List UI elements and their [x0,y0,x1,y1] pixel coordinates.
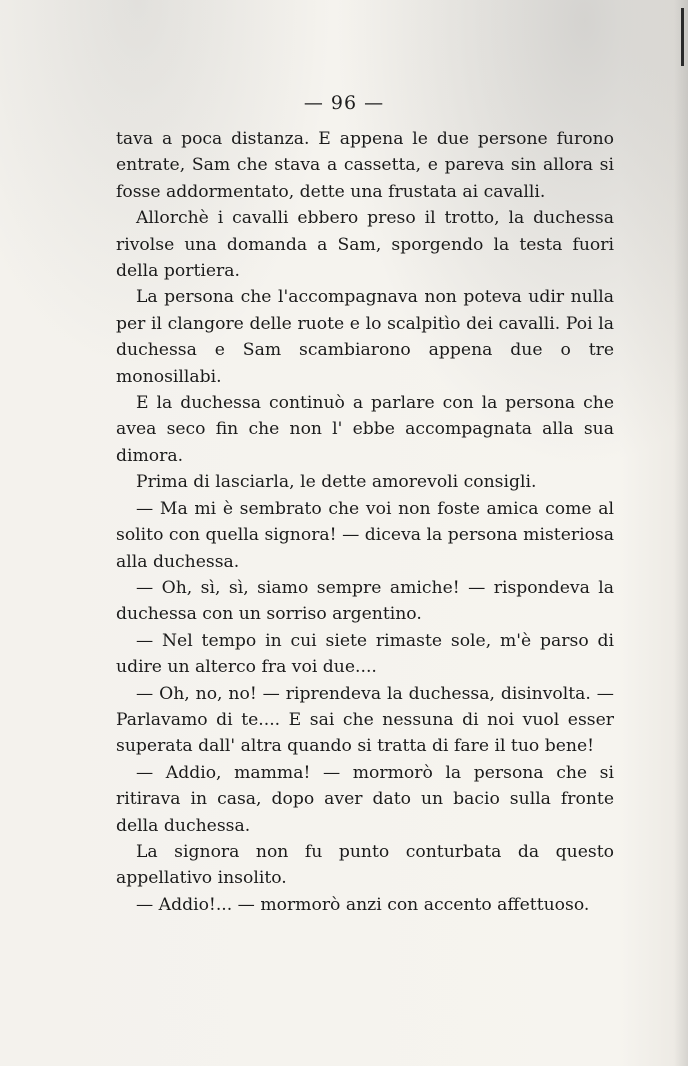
edge-mark [681,8,684,66]
paragraph: E la duchessa continuò a parlare con la persona che avea seco fin che non l' ebbe accompagnata alla sua dimora. [116,393,614,466]
paragraph: — Addio, mamma! — mormorò la persona che si ritirava in casa, dopo aver dato un bacio sulla fronte della duchessa. [116,762,614,836]
paragraph: — Oh, no, no! — riprendeva la duchessa, disinvolta. — Parlavamo di te.... E sai che nessuna di noi vuol esser superata dall' altra quando si tratta di fare il tuo bene! [116,683,614,757]
paragraph: — Addio!... — mormorò anzi con accento affettuoso. [136,894,590,915]
paragraph: Prima di lasciarla, le dette amorevoli consigli. [136,472,537,493]
body-text [116,126,614,918]
paragraph: — Oh, sì, sì, siamo sempre amiche! — rispondeva la duchessa con un sorriso argentino. [116,577,614,625]
page-number: — 96 — [303,92,385,114]
paragraph: — Ma mi è sembrato che voi non foste amica come al solito con quella signora! — diceva la persona misteriosa alla duchessa. [116,498,614,572]
paragraph: La signora non fu punto conturbata da questo appellativo insolito. [116,841,614,889]
paragraph: Allorchè i cavalli ebbero preso il trotto, la duchessa rivolse una domanda a Sam, sporgendo la testa fuori della portiera. [116,208,614,282]
page-edge-shadow [674,0,688,1066]
paragraph: tava a poca distanza. E appena le due persone furono entrate, Sam che stava a cassetta, e pareva sin allora si fosse addormentato, dette una frustata ai cavalli. [116,129,614,202]
paragraph: — Nel tempo in cui siete rimaste sole, m'è parso di udire un alterco fra voi due.... [116,630,614,678]
paragraph: La persona che l'accompagnava non poteva udir nulla per il clangore delle ruote e lo scalpitìo dei cavalli. Poi la duchessa e Sam scambiarono appena due o tre monosillabi. [116,287,614,387]
